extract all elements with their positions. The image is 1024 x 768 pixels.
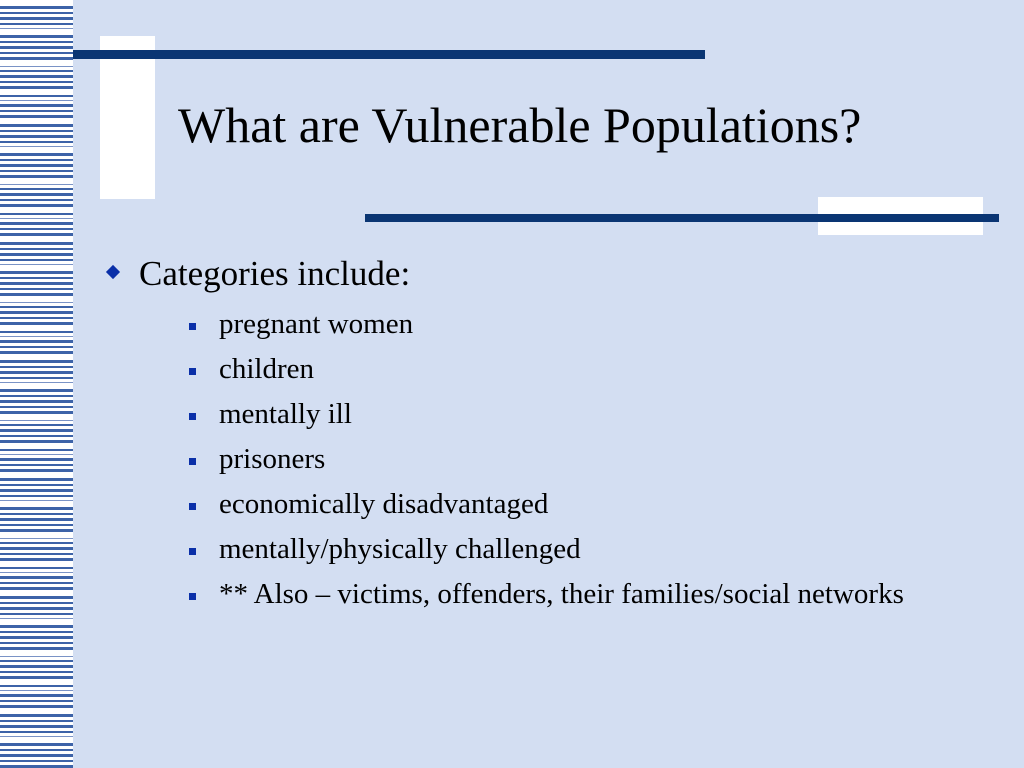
stripe <box>0 110 73 112</box>
stripe <box>0 660 73 662</box>
stripe <box>0 618 73 619</box>
stripe <box>0 259 73 261</box>
stripe <box>0 242 73 245</box>
stripe <box>0 124 73 127</box>
stripe <box>0 41 73 43</box>
sub-bullet-text: pregnant women <box>219 308 414 340</box>
stripe <box>0 542 73 544</box>
stripe <box>0 576 73 579</box>
stripe <box>0 700 73 702</box>
stripe <box>0 28 73 29</box>
stripe <box>0 400 73 403</box>
sub-bullet-item <box>139 443 939 476</box>
stripe <box>0 524 73 526</box>
stripe <box>0 253 73 256</box>
stripe <box>0 725 73 728</box>
stripe <box>0 271 73 274</box>
stripe <box>0 587 73 590</box>
title-underline-line <box>365 214 999 222</box>
stripe <box>0 736 73 737</box>
stripe <box>0 311 73 314</box>
stripe <box>0 199 73 201</box>
sub-bullet-item <box>139 488 939 521</box>
square-bullet-icon <box>189 503 196 510</box>
stripe <box>0 596 73 599</box>
stripe <box>0 306 73 308</box>
stripe <box>0 371 73 374</box>
stripe <box>0 228 73 230</box>
stripe <box>0 188 73 190</box>
stripe <box>0 489 73 492</box>
stripe <box>0 141 73 143</box>
stripe <box>0 572 73 573</box>
stripe <box>0 607 73 610</box>
stripe <box>0 720 73 722</box>
top-accent-line <box>73 50 705 59</box>
diamond-bullet-icon <box>106 265 120 279</box>
stripe <box>0 558 73 561</box>
stripe <box>0 12 73 14</box>
stripe <box>0 582 73 584</box>
stripe <box>0 222 73 225</box>
stripe <box>0 95 73 97</box>
square-bullet-icon <box>189 548 196 555</box>
slide-title: What are Vulnerable Populations? <box>178 97 862 153</box>
sub-bullet-item <box>139 533 939 566</box>
decorative-stripe-band <box>0 0 73 768</box>
stripe <box>0 760 73 762</box>
sub-bullet-text: ** Also – victims, offenders, their families/social networks <box>219 578 904 610</box>
stripe <box>0 277 73 279</box>
stripe <box>0 731 73 733</box>
title-accent-block <box>100 36 155 199</box>
sub-bullet-item <box>139 308 939 341</box>
stripe <box>0 264 73 265</box>
bullet-text: Categories include: <box>139 254 411 293</box>
sub-bullet-item <box>139 353 939 386</box>
stripe <box>0 293 73 296</box>
stripe <box>0 440 73 443</box>
sub-bullet-list <box>139 308 984 611</box>
stripe <box>0 159 73 161</box>
stripe <box>0 377 73 379</box>
sub-bullet-text: mentally/physically challenged <box>219 533 581 565</box>
stripe <box>0 411 73 414</box>
stripe <box>0 331 73 333</box>
stripe <box>0 529 73 532</box>
stripe <box>0 351 73 354</box>
stripe <box>0 507 73 510</box>
square-bullet-icon <box>189 593 196 600</box>
bullet-categories <box>104 252 984 611</box>
stripe <box>0 642 73 644</box>
stripe <box>0 754 73 757</box>
sub-bullet-text: economically disadvantaged <box>219 488 549 520</box>
stripe <box>0 395 73 397</box>
stripe <box>0 500 73 501</box>
stripe <box>0 435 73 437</box>
stripe <box>0 86 73 89</box>
stripe-pattern <box>0 0 73 768</box>
stripe <box>0 170 73 172</box>
stripe <box>0 66 73 67</box>
stripe <box>0 469 73 472</box>
square-bullet-icon <box>189 413 196 420</box>
stripe <box>0 382 73 383</box>
stripe <box>0 17 73 20</box>
stripe <box>0 135 73 138</box>
stripe <box>0 35 73 38</box>
sub-bullet-text: children <box>219 353 315 385</box>
stripe <box>0 23 73 25</box>
stripe <box>0 46 73 49</box>
stripe <box>0 656 73 657</box>
stripe <box>0 694 73 697</box>
stripe <box>0 340 73 343</box>
stripe <box>0 218 73 219</box>
stripe <box>0 631 73 633</box>
stripe <box>0 665 73 668</box>
stripe <box>0 366 73 368</box>
stripe <box>0 553 73 555</box>
stripe <box>0 146 73 147</box>
stripe <box>0 336 73 337</box>
stripe <box>0 484 73 486</box>
stripe <box>0 690 73 691</box>
stripe <box>0 749 73 751</box>
stripe <box>0 495 73 497</box>
stripe <box>0 70 73 72</box>
stripe <box>0 518 73 521</box>
stripe <box>0 175 73 178</box>
stripe <box>0 567 73 569</box>
stripe <box>0 705 73 708</box>
stripe <box>0 458 73 461</box>
stripe <box>0 100 73 101</box>
stripe <box>0 204 73 207</box>
stripe <box>0 424 73 426</box>
stripe <box>0 282 73 285</box>
stripe <box>0 714 73 717</box>
sub-bullet-text: mentally ill <box>219 398 352 430</box>
square-bullet-icon <box>189 323 196 330</box>
stripe <box>0 429 73 432</box>
stripe <box>0 449 73 451</box>
stripe <box>0 184 73 185</box>
sub-bullet-item <box>139 578 939 611</box>
stripe <box>0 647 73 650</box>
stripe <box>0 406 73 408</box>
stripe <box>0 360 73 363</box>
stripe <box>0 248 73 250</box>
stripe <box>0 513 73 515</box>
stripe <box>0 288 73 290</box>
stripe <box>0 302 73 303</box>
stripe <box>0 57 73 60</box>
stripe <box>0 454 73 455</box>
stripe <box>0 625 73 628</box>
square-bullet-icon <box>189 458 196 465</box>
sub-bullet-item <box>139 398 939 431</box>
stripe <box>0 52 73 54</box>
stripe <box>0 478 73 481</box>
stripe <box>0 538 73 539</box>
stripe <box>0 547 73 550</box>
stripe <box>0 685 73 687</box>
stripe <box>0 233 73 236</box>
stripe <box>0 115 73 118</box>
stripe <box>0 613 73 615</box>
stripe <box>0 164 73 167</box>
stripe <box>0 130 73 132</box>
stripe <box>0 213 73 215</box>
stripe <box>0 389 73 392</box>
stripe <box>0 322 73 325</box>
stripe <box>0 602 73 604</box>
stripe <box>0 464 73 466</box>
stripe <box>0 636 73 639</box>
stripe <box>0 104 73 107</box>
square-bullet-icon <box>189 368 196 375</box>
stripe <box>0 153 73 156</box>
stripe <box>0 743 73 746</box>
stripe <box>0 193 73 196</box>
stripe <box>0 346 73 348</box>
stripe <box>0 81 73 83</box>
stripe <box>0 317 73 319</box>
sub-bullet-text: prisoners <box>219 443 326 475</box>
bullet-list <box>104 252 984 611</box>
stripe <box>0 420 73 421</box>
stripe <box>0 6 73 9</box>
stripe <box>0 75 73 78</box>
stripe <box>0 676 73 679</box>
stripe <box>0 671 73 673</box>
